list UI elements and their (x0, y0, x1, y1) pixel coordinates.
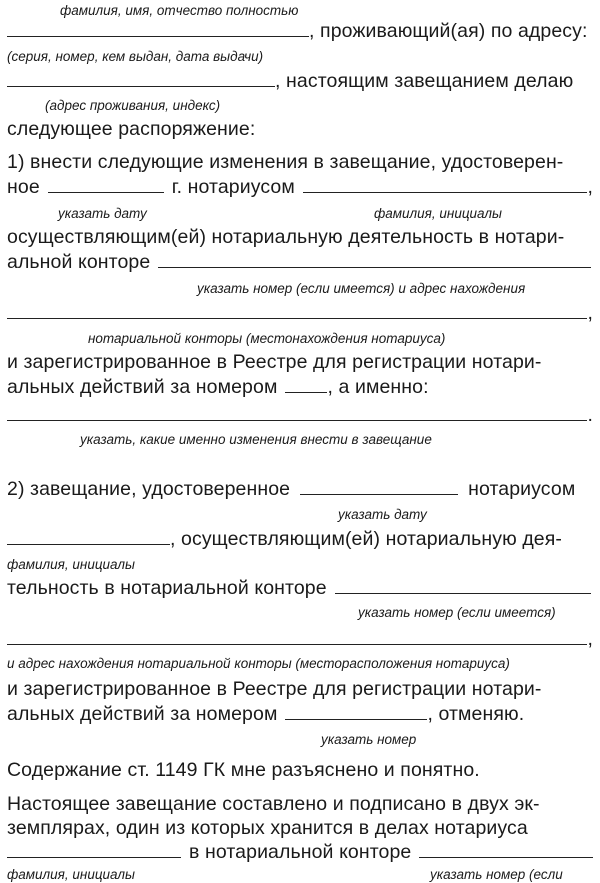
blank-date-2[interactable] (300, 479, 458, 495)
p1-line3-text: осуществляющим(ей) нотариальную деятельность в нотари- (7, 226, 565, 248)
p1-line7-b: , а именно: (327, 376, 429, 398)
p2-line1-a: 2) завещание, удостоверенное (7, 478, 291, 500)
blank-office-address-1[interactable] (7, 303, 587, 319)
hint-full-name: фамилия, имя, отчество полностью (60, 3, 299, 18)
p4-line1 (7, 793, 593, 815)
p1-line7 (7, 376, 593, 398)
blank-notary-3[interactable] (7, 842, 181, 858)
blank-office-3[interactable] (419, 842, 593, 858)
p2-line2 (7, 528, 593, 550)
hint-office-number-3: указать номер (если (430, 867, 563, 882)
comma: , (587, 302, 593, 324)
p1-line8 (7, 404, 593, 426)
p4-line3 (7, 841, 593, 863)
blank-office-address-2[interactable] (7, 629, 587, 645)
p2-line1-b: нотариусом (468, 478, 576, 500)
p1-line6 (7, 351, 593, 373)
p1-line7-a: альных действий за номером (7, 376, 278, 398)
blank-register-number-2[interactable] (285, 704, 427, 720)
blank-changes[interactable] (7, 405, 587, 421)
blank-date-1[interactable] (48, 177, 164, 193)
p1-line2 (7, 176, 593, 198)
p1-line1 (7, 151, 593, 173)
p2-line6-b: , отменяю. (427, 703, 525, 725)
p2-line4 (7, 628, 593, 650)
line-will (7, 70, 593, 92)
line-residence (7, 20, 593, 42)
hint-passport: (серия, номер, кем выдан, дата выдачи) (7, 49, 264, 64)
hint-number: указать номер (321, 732, 417, 747)
text-residence: , проживающий(ая) по адресу: (309, 20, 588, 42)
hint-date-2: указать дату (338, 507, 427, 522)
hint-initials-3: фамилия, инициалы (7, 867, 135, 882)
hint-initials-1: фамилия, инициалы (374, 206, 502, 221)
blank-full-name[interactable] (7, 21, 309, 37)
p2-line6 (7, 703, 593, 725)
p1-line2-a: ное (7, 176, 40, 198)
p1-line6-text: и зарегистрированное в Реестре для регистрации нотари- (7, 351, 542, 373)
p1-line4 (7, 251, 593, 273)
text-order: следующее распоряжение: (7, 118, 256, 140)
blank-office-2[interactable] (335, 578, 591, 594)
p2-line3 (7, 577, 593, 599)
blank-notary-1[interactable] (303, 177, 588, 193)
p2-line6-a: альных действий за номером (7, 703, 278, 725)
p2-line5 (7, 678, 593, 700)
p4-line2 (7, 817, 593, 839)
blank-office-1[interactable] (158, 252, 591, 268)
p2-line3-text: тельность в нотариальной конторе (7, 577, 327, 599)
hint-date-1: указать дату (58, 206, 147, 221)
p2-line2-text: , осуществляющим(ей) нотариальную дея- (170, 528, 562, 550)
hint-changes: указать, какие именно изменения внести в завещание (80, 432, 432, 447)
blank-passport[interactable] (7, 71, 275, 87)
p1-line4-text: альной конторе (7, 251, 151, 273)
p2-line5-text: и зарегистрированное в Реестре для регистрации нотари- (7, 678, 542, 700)
period: . (587, 404, 593, 426)
comma: , (587, 628, 593, 650)
hint-office-location-1: нотариальной конторы (местонахождения нотариуса) (88, 331, 446, 346)
p2-line1 (7, 478, 593, 500)
comma: , (587, 176, 593, 198)
p1-line2-b: г. нотариусом (171, 176, 295, 198)
p1-line3 (7, 226, 593, 248)
hint-initials-2: фамилия, инициалы (7, 557, 135, 572)
hint-office-number-1: указать номер (если имеется) и адрес нахождения (197, 281, 526, 296)
hint-office-number-2: указать номер (если имеется) (358, 605, 556, 620)
p1-line1-text: 1) внести следующие изменения в завещание, удостоверен- (7, 151, 564, 173)
blank-register-number-1[interactable] (285, 377, 327, 393)
p4-line3-text: в нотариальной конторе (189, 841, 412, 863)
p4-line1-text: Настоящее завещание составлено и подписано в двух эк- (7, 793, 540, 815)
hint-address: (адрес проживания, индекс) (45, 98, 221, 113)
text-will: , настоящим завещанием делаю (275, 70, 574, 92)
blank-notary-2[interactable] (7, 529, 170, 545)
p3-text: Содержание ст. 1149 ГК мне разъяснено и понятно. (7, 759, 480, 781)
hint-office-location-2: и адрес нахождения нотариальной конторы (месторасположения нотариуса) (7, 656, 510, 671)
p1-line5 (7, 302, 593, 324)
p4-line2-text: земплярах, один из которых хранится в делах нотариуса (7, 817, 528, 839)
